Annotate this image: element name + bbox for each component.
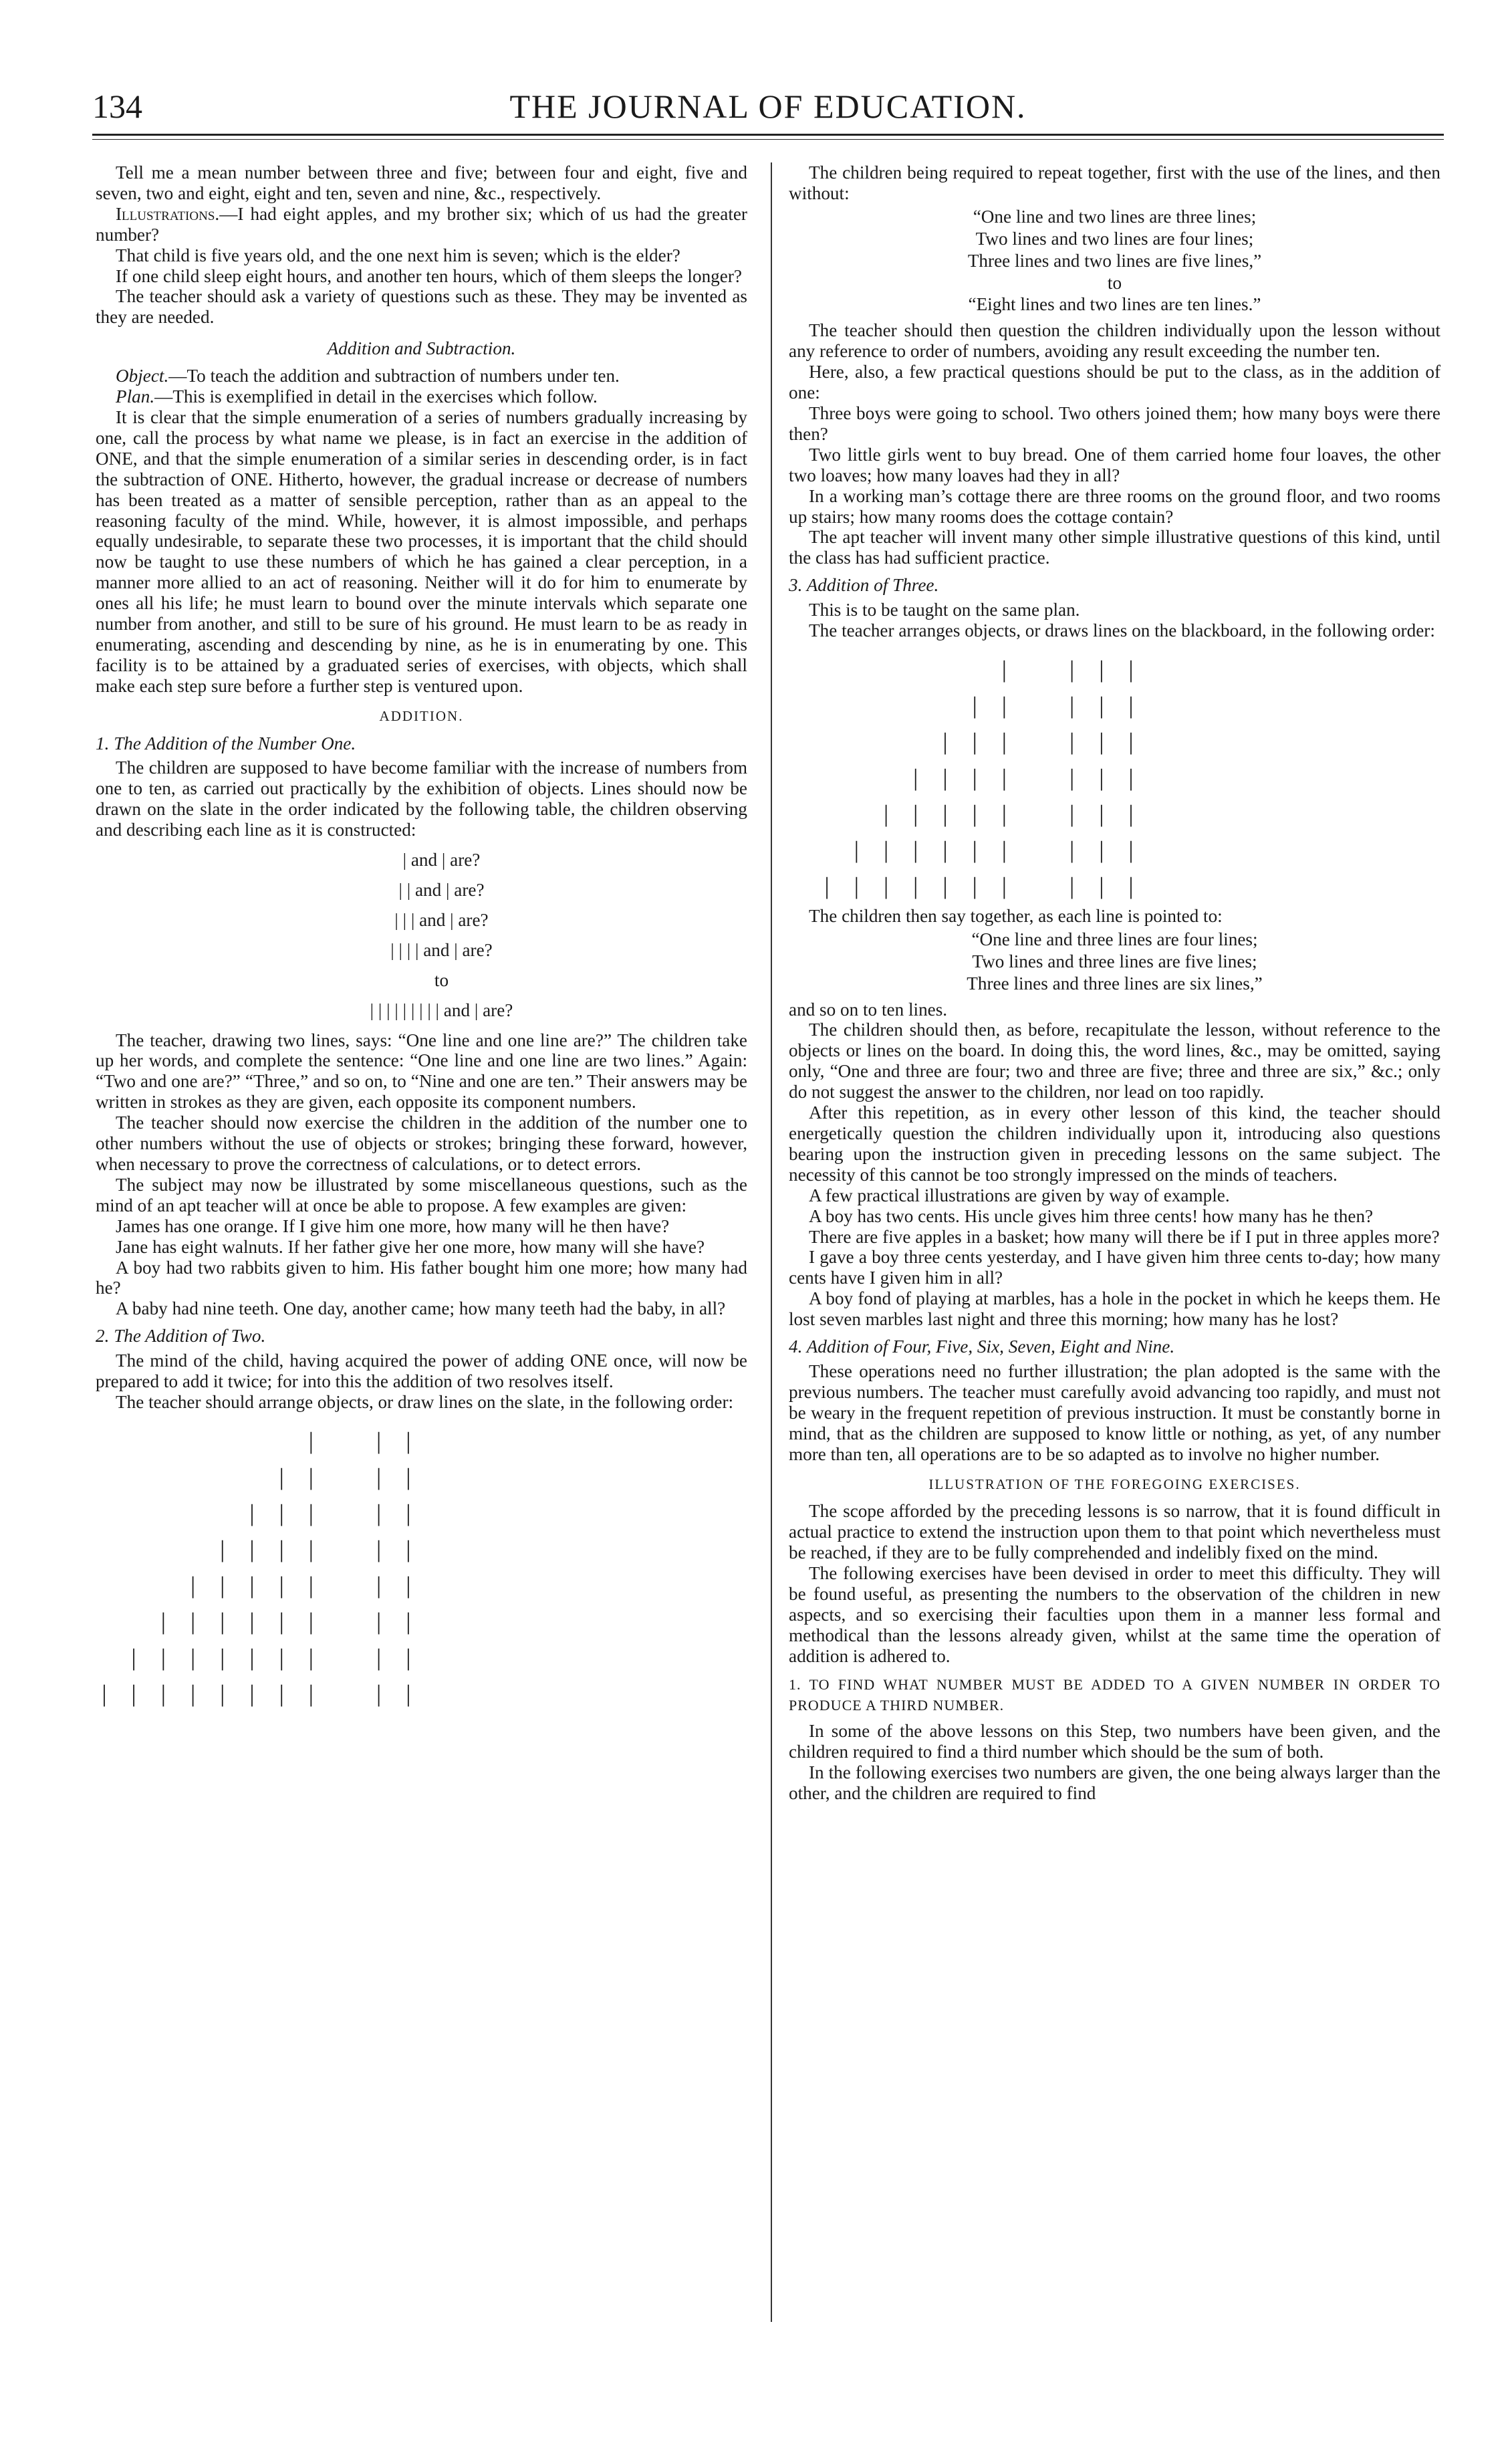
strokes-left: | | | | | | | — [824, 872, 1016, 899]
heading-illustration: ILLUSTRATION OF THE FOREGOING EXERCISES. — [928, 1476, 1301, 1492]
paragraph: This is to be taught on the same plan. — [809, 600, 1080, 620]
strokes-right: | | — [376, 1571, 420, 1599]
strokes-row — [789, 755, 1440, 791]
strokes-row — [96, 1526, 747, 1562]
verse-line: “Eight lines and two lines are ten lines.” — [968, 294, 1261, 315]
paragraph: In some of the above lessons on this Step, two numbers have been given, and the children required to find a third number which should be the sum of both. — [789, 1721, 1440, 1762]
label-object: Object. — [116, 366, 169, 386]
strokes-right: | | | — [1069, 872, 1143, 899]
question: In a working man’s cottage there are three rooms on the ground floor, and two rooms up stairs; how many rooms does the cottage contain? — [789, 485, 1440, 527]
strokes-left: | — [1001, 655, 1016, 683]
heading-addition: ADDITION. — [379, 707, 464, 724]
paragraph: After this repetition, as in every other lesson of this kind, the teacher should energetically question the children individually upon it, introducing also questions bearing upon the instruction given in preceding lessons on the same subject. The necessity of this cannot be too strongly impressed on the minds of teachers. — [789, 1102, 1440, 1185]
page-header — [92, 84, 1444, 131]
strokes-row — [96, 1418, 747, 1454]
table-line: | and | are? — [402, 850, 481, 870]
paragraph: If one child sleep eight hours, and another ten hours, which of them sleeps the longer? — [116, 265, 742, 286]
paragraph: and so on to ten lines. — [789, 999, 948, 1020]
paragraph: The scope afforded by the preceding lessons is so narrow, that it is found difficult in actual practice to extend the instruction upon them to that point which nevertheless must be reached, if they are to be fully comprehended and indelibly fixed on the mind. — [789, 1501, 1440, 1563]
strokes-left: | | | | | — [190, 1571, 323, 1599]
heading-addition-subtraction: Addition and Subtraction. — [327, 338, 516, 359]
heading-step-three: 3. Addition of Three. — [789, 575, 939, 596]
question: Jane has eight walnuts. If her father give her one more, how many will she have? — [116, 1236, 705, 1257]
strokes-right: | | — [376, 1679, 420, 1707]
paragraph: In the following exercises two numbers are given, the one being always larger than the other, and the children are required to find — [789, 1762, 1440, 1804]
strokes-row — [789, 719, 1440, 755]
strokes-left: | | — [972, 691, 1016, 719]
strokes-left: | | | — [942, 727, 1016, 755]
paragraph: The mind of the child, having acquired the power of adding ONE once, will now be prepared to add it twice; for into this the addition of two resolves itself. — [96, 1351, 747, 1392]
paragraph — [96, 204, 747, 245]
heading-find-number: 1. TO FIND WHAT NUMBER MUST BE ADDED TO A GIVEN NUMBER IN ORDER TO PRODUCE A THIRD NUMBER. — [789, 1675, 1440, 1714]
paragraph: The teacher arranges objects, or draws lines on the blackboard, in the following order: — [809, 620, 1435, 641]
strokes-left: | | | — [249, 1499, 323, 1526]
strokes-row — [96, 1635, 747, 1671]
paragraph: The teacher should ask a variety of questions such as these. They may be invented as they are needed. — [96, 286, 747, 328]
table-line: to — [434, 969, 449, 990]
question: A boy fond of playing at marbles, has a hole in the pocket in which he keeps them. He lost seven marbles last night and three this morning; how many has he lost? — [789, 1288, 1440, 1330]
verse-line: to — [1107, 272, 1122, 293]
question: A boy had two rabbits given to him. His father bought him one more; how many had he? — [96, 1257, 747, 1298]
question: Three boys were going to school. Two others joined them; how many boys were there then? — [789, 402, 1440, 444]
paragraph: These operations need no further illustration; the plan adopted is the same with the previous numbers. The teacher must carefully avoid advancing too rapidly, and must not be weary in the frequent repetition of previous instruction. It must be constantly borne in mind, that as the children are supposed to know little or nothing, as yet, of any number more than ten, all operations are to be so adapted as to involve no higher number. — [789, 1361, 1440, 1464]
table-line: | | | and | are? — [394, 909, 489, 930]
strokes-right: | | | — [1069, 836, 1143, 863]
strokes-left: | | | | | | — [160, 1607, 323, 1635]
strokes-right: | | — [376, 1427, 420, 1454]
paragraph: The children are supposed to have become familiar with the increase of numbers from one to ten, as carried out practically by the exhibition of objects. Lines should now be drawn on the slate in the order indicated by the following table, the children observing and describing each line as it is constructed: — [96, 757, 747, 840]
question: James has one orange. If I give him one more, how many will he then have? — [116, 1215, 670, 1236]
strokes-row — [789, 863, 1440, 899]
label-illustrations: Illustrations. — [116, 203, 220, 224]
strokes-right: | | — [376, 1535, 420, 1562]
strokes-row — [789, 791, 1440, 827]
header-rule-thin — [92, 139, 1444, 140]
paragraph: Tell me a mean number between three and five; between four and eight, five and seven, two and eight, eight and ten, seven and nine, &c., respectively. — [96, 162, 747, 203]
heading-step-two: 2. The Addition of Two. — [96, 1326, 266, 1346]
strokes-right: | | | — [1069, 727, 1143, 755]
paragraph: The following exercises have been devised in order to meet this difficulty. They will be found useful, as presenting the numbers to the observation of the children in new aspects, and so exercising their faculties upon them in a manner less formal and methodical than the lessons already given, whilst at the same time the operation of addition is adhered to. — [789, 1563, 1440, 1666]
question: A boy has two cents. His uncle gives him three cents! how many has he then? — [809, 1205, 1374, 1226]
verse-addition-three — [789, 929, 1440, 994]
column-divider — [771, 162, 772, 2322]
paragraph-text: —I had eight apples, and my brother six; which of us had the greater number? — [96, 203, 747, 245]
question: I gave a boy three cents yesterday, and I have given him three cents to-day; how many cents have I given him in all? — [789, 1247, 1440, 1288]
strokes-right: | | — [376, 1643, 420, 1671]
verse-line: “One line and three lines are four lines; — [971, 929, 1258, 949]
heading-step-four: 4. Addition of Four, Five, Six, Seven, Eight and Nine. — [789, 1336, 1175, 1357]
strokes-row — [96, 1562, 747, 1599]
strokes-left: | | | | — [913, 764, 1016, 791]
strokes-right: | | | — [1069, 691, 1143, 719]
strokes-table-two — [96, 1418, 747, 1707]
strokes-row — [96, 1454, 747, 1490]
strokes-row — [96, 1671, 747, 1707]
strokes-row — [789, 827, 1440, 863]
page-number: 134 — [92, 88, 142, 125]
strokes-row — [789, 647, 1440, 683]
verse-line: Three lines and three lines are six lines,” — [967, 973, 1263, 993]
question: Two little girls went to buy bread. One of them carried home four loaves, the other two loaves; how many loaves had they in all? — [789, 444, 1440, 485]
paragraph: That child is five years old, and the one next him is seven; which is the elder? — [116, 245, 680, 265]
verse-line: “One line and two lines are three lines; — [973, 206, 1257, 227]
verse-line: Two lines and three lines are five lines; — [972, 951, 1257, 971]
paragraph: The children should then, as before, recapitulate the lesson, without reference to the objects or lines on the board. In doing this, the word lines, &c., may be omitted, saying only, “One and three are four; two and three are five; three and three are six,” &c.; only do not suggest the answer to the children, nor lead on too rapidly. — [789, 1020, 1440, 1102]
verse-line: Three lines and two lines are five lines,” — [967, 250, 1262, 271]
paragraph: The children being required to repeat together, first with the use of the lines, and then without: — [789, 162, 1440, 203]
paragraph-plan — [96, 386, 747, 407]
paragraph: The teacher should now exercise the children in the addition of the number one to other numbers without the use of objects or strokes; bringing these forward, however, when necessary to prove the correctness of calculations, or to detect errors. — [96, 1112, 747, 1174]
paragraph: The children then say together, as each line is pointed to: — [809, 905, 1223, 926]
strokes-left: | | | | | | | | — [102, 1679, 323, 1707]
journal-title: THE JOURNAL OF EDUCATION. — [509, 88, 1027, 125]
paragraph: The subject may now be illustrated by some miscellaneous questions, such as the mind of an apt teacher will at once be able to propose. A few examples are given: — [96, 1174, 747, 1215]
addition-table-one — [136, 850, 747, 1020]
right-column — [789, 162, 1440, 1804]
strokes-right: | | — [376, 1607, 420, 1635]
left-column — [96, 162, 747, 1714]
table-line: | | | | and | are? — [390, 939, 493, 960]
verse-addition-two — [789, 207, 1440, 316]
question: A baby had nine teeth. One day, another came; how many teeth had the baby, in all? — [116, 1298, 726, 1319]
paragraph: A few practical illustrations are given by way of example. — [809, 1185, 1230, 1205]
paragraph-text: —To teach the addition and subtraction of numbers under ten. — [168, 366, 620, 386]
strokes-left: | | | | — [220, 1535, 323, 1562]
strokes-row — [96, 1490, 747, 1526]
table-line: | | and | are? — [398, 880, 485, 900]
paragraph-text: —This is exemplified in detail in the exercises which follow. — [154, 386, 598, 407]
paragraph: The teacher should arrange objects, or draw lines on the slate, in the following order: — [116, 1391, 734, 1412]
strokes-left: | | | | | | — [854, 836, 1016, 863]
strokes-right: | | | — [1069, 655, 1143, 683]
paragraph: The apt teacher will invent many other simple illustrative questions of this kind, until the class has had sufficient practice. — [789, 527, 1440, 568]
paragraph: It is clear that the simple enumeration of a series of numbers gradually increasing by one, call the process by what name we please, is in fact an exercise in the addition of ONE, and that the simple enumeration of a similar series in descending order, is in fact the subtraction of ONE. Hitherto, however, the gradual increase or decrease of numbers has been treated as a matter of sensible perception, rather than as an appeal to the reasoning faculty of the mind. While, however, it is almost impossible, and perhaps equally undesirable, to separate these two processes, it is important that the child should now be taught to use these numbers of which he has gained a clear perception, in a manner more allied to an act of reasoning. Neither will it do for him to enumerate by ones all his life; he must learn to bound over the minute intervals which separate one number from another, and still to be sure of his ground. He must learn to be as ready in enumerating, ascending and descending by nine, as he is in enumerating by one. This facility is to be attained by a graduated series of exercises, with objects, which shall make each step sure before a further step is ventured upon. — [96, 406, 747, 696]
table-line: | | | | | | | | | and | are? — [370, 1000, 513, 1020]
strokes-row — [789, 683, 1440, 719]
paragraph: The teacher should then question the children individually upon the lesson without any reference to order of numbers, avoiding any result exceeding the number ten. — [789, 320, 1440, 362]
strokes-right: | | | — [1069, 764, 1143, 791]
strokes-right: | | | — [1069, 800, 1143, 827]
strokes-right: | | — [376, 1499, 420, 1526]
verse-line: Two lines and two lines are four lines; — [975, 228, 1254, 249]
paragraph: The teacher, drawing two lines, says: “One line and one line are?” The children take up her words, and complete the sentence: “One line and one line are two lines.” Again: “Two and one are?” “Three,” and so on, to “Nine and one are ten.” Their answers may be written in strokes as they are given, each opposite its component numbers. — [96, 1030, 747, 1112]
label-plan: Plan. — [116, 386, 155, 407]
strokes-left: | | — [279, 1463, 323, 1490]
strokes-left: | — [308, 1427, 323, 1454]
header-rule — [92, 134, 1444, 136]
heading-step-one: 1. The Addition of the Number One. — [96, 733, 356, 753]
strokes-table-three — [789, 647, 1440, 899]
strokes-left: | | | | | | | — [131, 1643, 323, 1671]
strokes-left: | | | | | — [883, 800, 1016, 827]
strokes-right: | | — [376, 1463, 420, 1490]
paragraph: Here, also, a few practical questions should be put to the class, as in the addition of one: — [789, 362, 1440, 403]
paragraph-object — [96, 366, 747, 386]
question: There are five apples in a basket; how many will there be if I put in three apples more? — [809, 1226, 1440, 1247]
strokes-row — [96, 1599, 747, 1635]
